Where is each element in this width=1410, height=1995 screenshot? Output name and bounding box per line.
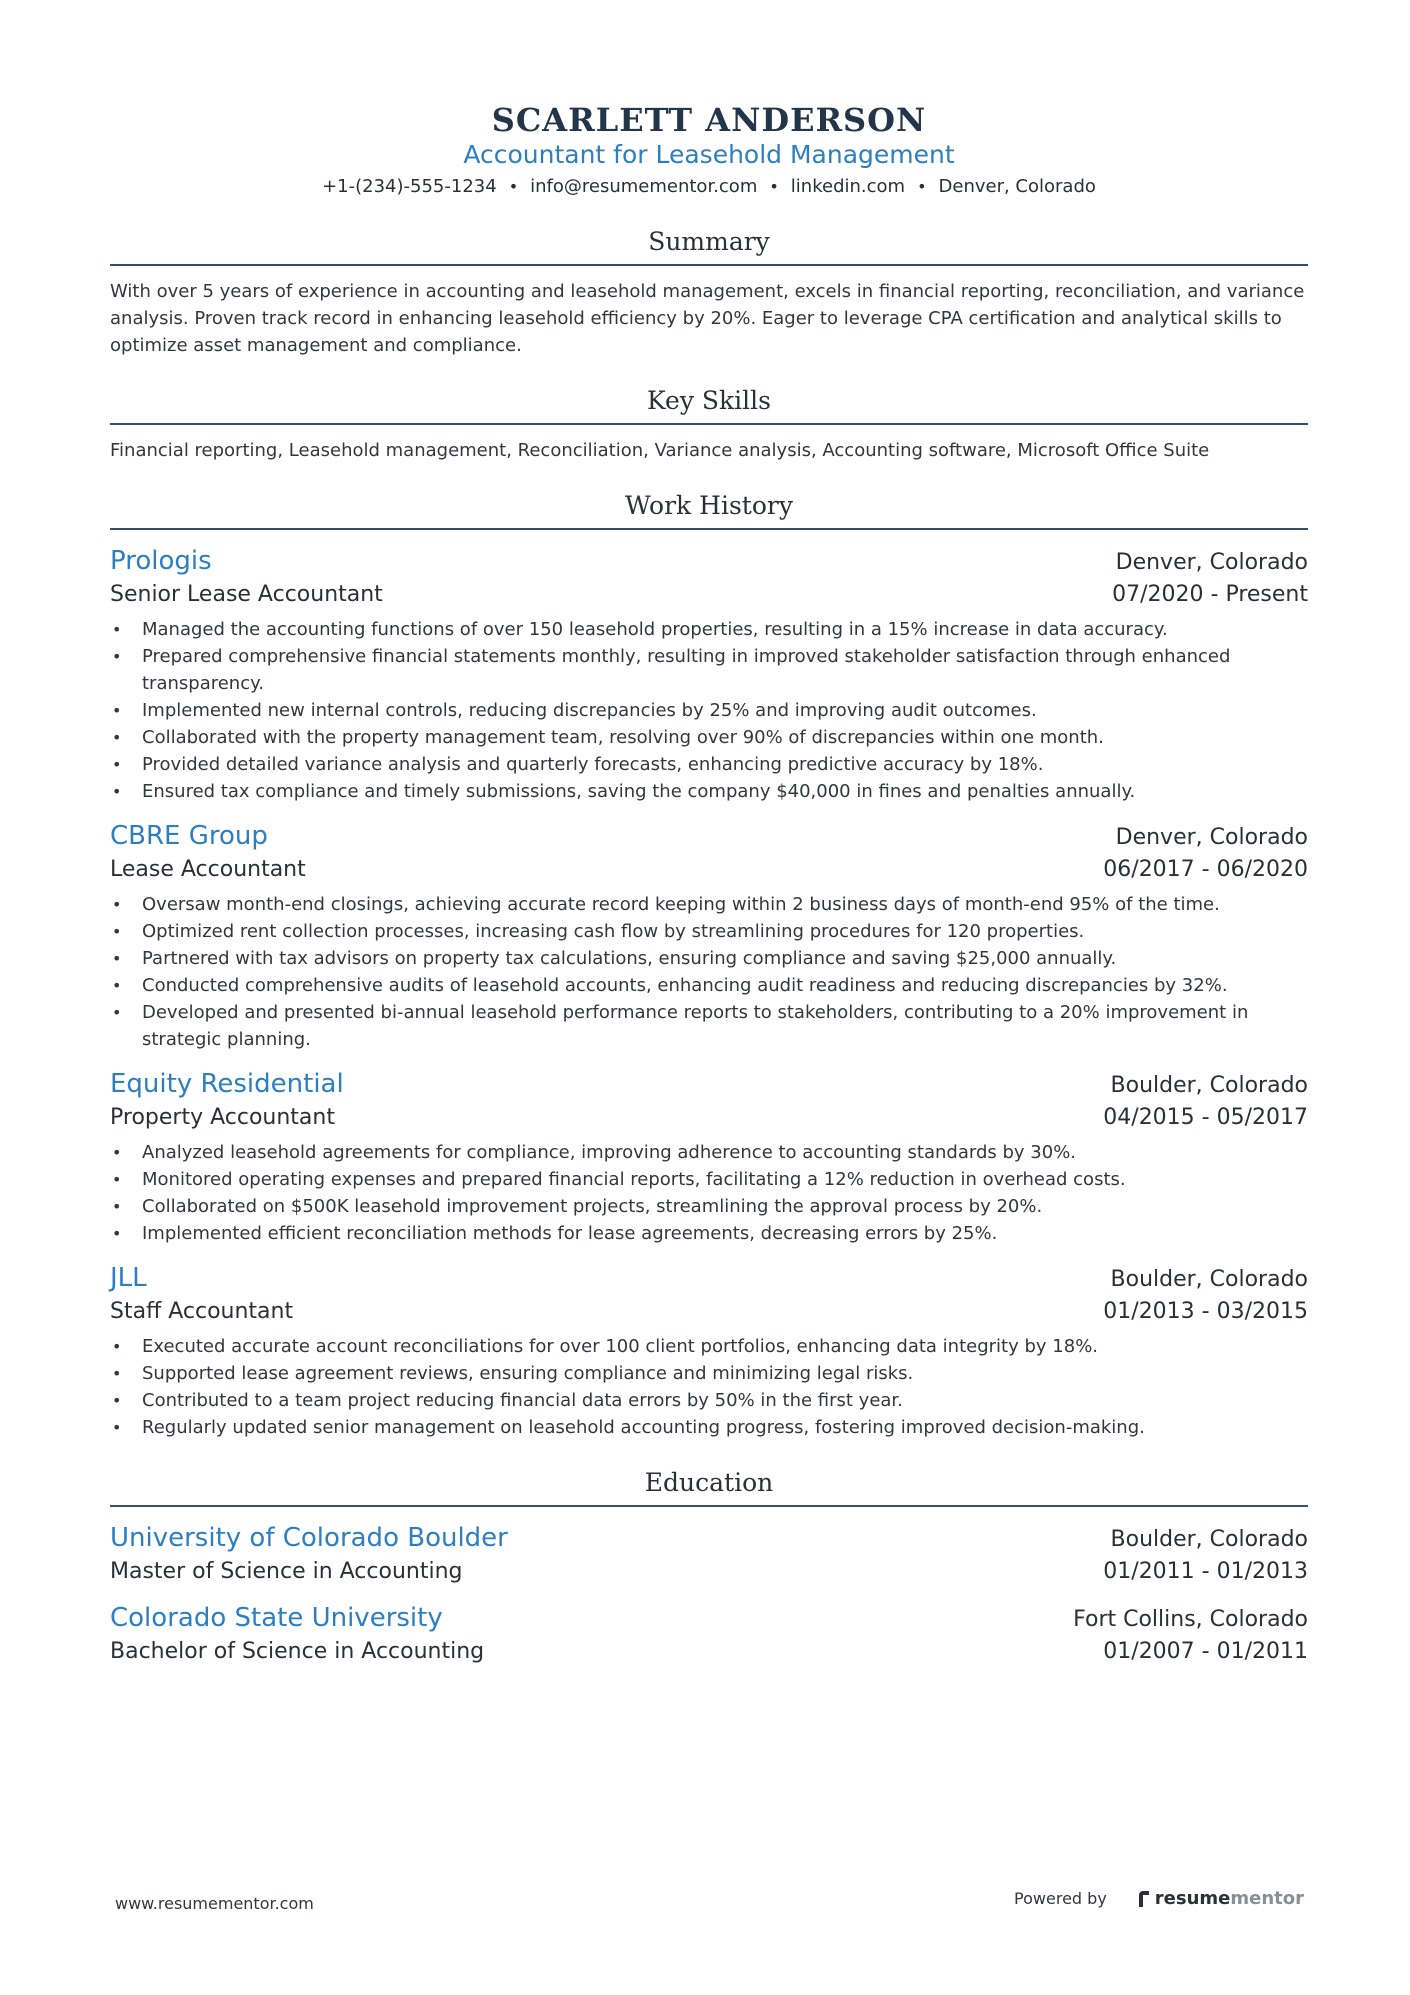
job-title: Senior Lease Accountant — [110, 582, 383, 607]
job-dates: 01/2013 - 03/2015 — [1103, 1299, 1308, 1324]
job-bullet: • Prepared comprehensive financial statements monthly, resulting in improved stakeholder satisfaction through enhanced transparency. — [110, 643, 1308, 697]
school-name: University of Colorado Boulder — [110, 1523, 508, 1553]
education-dates: 01/2007 - 01/2011 — [1103, 1639, 1308, 1664]
job-bullet: • Partnered with tax advisors on property tax calculations, ensuring compliance and saving $25,000 annually. — [110, 945, 1308, 972]
section-title-work-history: Work History — [110, 490, 1308, 530]
summary-text: With over 5 years of experience in accounting and leasehold management, excels in financial reporting, reconciliation, and variance analysis. Proven track record in enhancing leasehold efficiency by 20%. Eager to leverage CPA certification and analytical skills to optimize asset management and compliance. — [110, 281, 1305, 356]
job-bullets — [110, 1333, 1308, 1441]
job-bullets — [110, 891, 1308, 1053]
education-entry — [110, 1601, 1308, 1667]
job-bullet: • Implemented efficient reconciliation methods for lease agreements, decreasing errors by 25%. — [110, 1220, 1308, 1247]
section-title-skills: Key Skills — [110, 385, 1308, 425]
job-bullet: • Regularly updated senior management on leasehold accounting progress, fostering improved decision-making. — [110, 1414, 1308, 1441]
job-bullet: • Developed and presented bi-annual leasehold performance reports to stakeholders, contributing to a 20% improvement in strategic planning. — [110, 999, 1308, 1053]
contact-separator: • — [917, 177, 927, 196]
job-title: Staff Accountant — [110, 1299, 294, 1324]
job-bullets — [110, 1139, 1308, 1247]
contact-line — [110, 174, 1308, 200]
job-bullet: • Contributed to a team project reducing financial data errors by 50% in the first year. — [110, 1387, 1308, 1414]
job-entry — [110, 544, 1308, 805]
job-bullet: • Analyzed leasehold agreements for compliance, improving adherence to accounting standards by 30%. — [110, 1139, 1308, 1166]
job-bullet: • Supported lease agreement reviews, ensuring compliance and minimizing legal risks. — [110, 1360, 1308, 1387]
summary-section — [110, 226, 1308, 359]
candidate-role: Accountant for Leasehold Management — [463, 140, 955, 169]
candidate-name: SCARLETT ANDERSON — [491, 101, 927, 139]
job-title: Property Accountant — [110, 1105, 335, 1130]
job-entry — [110, 1261, 1308, 1441]
job-location: Denver, Colorado — [1115, 550, 1308, 575]
job-bullet: • Conducted comprehensive audits of leasehold accounts, enhancing audit readiness and reducing discrepancies by 32%. — [110, 972, 1308, 999]
contact-separator: • — [769, 177, 779, 196]
school-location: Boulder, Colorado — [1110, 1527, 1308, 1552]
job-bullet: • Optimized rent collection processes, increasing cash flow by streamlining procedures for 120 properties. — [110, 918, 1308, 945]
contact-phone: +1-(234)-555-1234 — [322, 176, 497, 197]
job-bullet: • Provided detailed variance analysis and quarterly forecasts, enhancing predictive accuracy by 18%. — [110, 751, 1308, 778]
school-location: Fort Collins, Colorado — [1073, 1607, 1308, 1632]
job-location: Boulder, Colorado — [1110, 1267, 1308, 1292]
logo-text-mentor: mentor — [1230, 1888, 1304, 1909]
work-history-section — [110, 490, 1308, 1441]
contact-location: Denver, Colorado — [938, 176, 1096, 197]
degree: Master of Science in Accounting — [110, 1559, 463, 1584]
resumementor-logo-icon — [1137, 1890, 1151, 1908]
powered-by-label: Powered by — [1014, 1889, 1107, 1908]
job-bullet: • Oversaw month-end closings, achieving accurate record keeping within 2 business days of month-end 95% of the time. — [110, 891, 1308, 918]
job-company: JLL — [110, 1263, 147, 1293]
education-entry — [110, 1521, 1308, 1587]
job-bullet: • Ensured tax compliance and timely submissions, saving the company $40,000 in fines and penalties annually. — [110, 778, 1308, 805]
skills-section — [110, 385, 1308, 464]
contact-linkedin: linkedin.com — [790, 176, 906, 197]
job-bullets — [110, 616, 1308, 805]
job-bullet: • Monitored operating expenses and prepared financial reports, facilitating a 12% reduction in overhead costs. — [110, 1166, 1308, 1193]
footer-website: www.resumementor.com — [115, 1894, 314, 1913]
job-title: Lease Accountant — [110, 857, 306, 882]
job-company: CBRE Group — [110, 821, 268, 851]
logo-text-resume: resume — [1154, 1888, 1231, 1909]
education-section — [110, 1467, 1308, 1667]
job-bullet: • Implemented new internal controls, reducing discrepancies by 25% and improving audit outcomes. — [110, 697, 1308, 724]
education-dates: 01/2011 - 01/2013 — [1103, 1559, 1308, 1584]
school-name: Colorado State University — [110, 1603, 443, 1633]
contact-email: info@resumementor.com — [530, 176, 758, 197]
job-location: Boulder, Colorado — [1110, 1073, 1308, 1098]
job-dates: 06/2017 - 06/2020 — [1103, 857, 1308, 882]
section-title-education: Education — [110, 1467, 1308, 1507]
job-bullet: • Managed the accounting functions of over 150 leasehold properties, resulting in a 15% increase in data accuracy. — [110, 616, 1308, 643]
job-bullet: • Executed accurate account reconciliations for over 100 client portfolios, enhancing data integrity by 18%. — [110, 1333, 1308, 1360]
job-company: Prologis — [110, 546, 212, 576]
degree: Bachelor of Science in Accounting — [110, 1639, 485, 1664]
skills-text: Financial reporting, Leasehold management, Reconciliation, Variance analysis, Accounting software, Microsoft Office Suite — [110, 440, 1210, 461]
job-entry — [110, 819, 1308, 1053]
job-company: Equity Residential — [110, 1069, 344, 1099]
resume-header — [110, 100, 1308, 200]
section-title-summary: Summary — [110, 226, 1308, 266]
resume-page — [110, 100, 1308, 1667]
contact-separator: • — [508, 177, 519, 196]
resumementor-logo — [1137, 1888, 1304, 1909]
job-entry — [110, 1067, 1308, 1247]
job-bullet: • Collaborated on $500K leasehold improvement projects, streamlining the approval process by 20%. — [110, 1193, 1308, 1220]
job-bullet: • Collaborated with the property management team, resolving over 90% of discrepancies within one month. — [110, 724, 1308, 751]
footer-branding — [1014, 1888, 1304, 1909]
job-location: Denver, Colorado — [1115, 825, 1308, 850]
job-dates: 07/2020 - Present — [1112, 582, 1308, 607]
job-dates: 04/2015 - 05/2017 — [1103, 1105, 1308, 1130]
